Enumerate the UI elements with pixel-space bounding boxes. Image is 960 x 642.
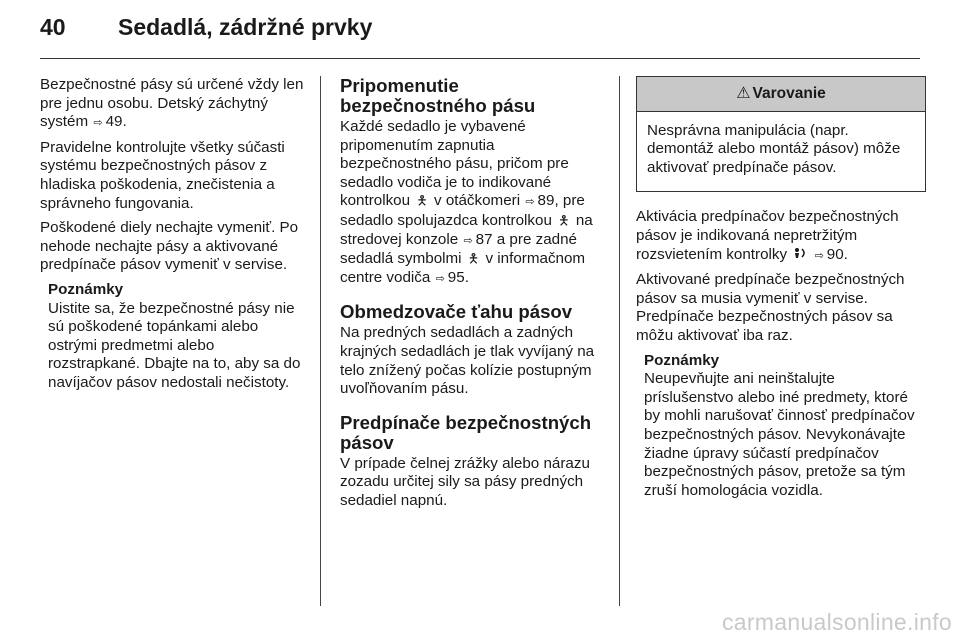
paragraph: Aktivácia predpínačov bezpečnostných pásov je indikovaná nepretržitým rozsvietením kontrolky ⇨ 90. <box>636 208 926 265</box>
paragraph: Aktivované predpínače bezpečnostných pásov sa musia vymeniť v servise. Predpínače bezpečnostných pásov sa môžu aktivovať iba raz. <box>636 271 905 344</box>
column-divider <box>320 76 321 606</box>
page-ref[interactable]: ⇨ 95. <box>435 269 469 286</box>
column-divider <box>619 76 620 606</box>
warning-title: Varovanie <box>752 85 826 102</box>
paragraph: Poškodené diely nechajte vymeniť. Po nehode nechajte pásy a aktivované predpínače pásov vymeniť v servise. <box>40 219 299 274</box>
note-heading: Poznámky <box>644 351 720 369</box>
column-right <box>636 76 926 500</box>
section-heading: Predpínače bezpečnostných pásov <box>340 411 592 453</box>
page-title: Sedadlá, zádržné prvky <box>118 14 373 40</box>
warning-header <box>637 77 925 112</box>
page-ref[interactable]: ⇨ 87 a pre zadné sedadlá symbolmi <box>340 231 577 268</box>
page-ref[interactable]: ⇨ 49. <box>92 113 126 130</box>
note-heading: Poznámky <box>48 280 124 298</box>
seatbelt-icon: 🯅 <box>416 193 428 209</box>
column-left <box>40 76 304 393</box>
note-box <box>48 281 304 393</box>
paragraph: Každé sedadlo je vybavené pripomenutím zapnutia bezpečnostného pásu, pričom pre sedadlo vodiča je to indikované kontrolkou 🯅 v otáčkomeri ⇨ 89, pre sedadlo spolujazdca kontrolkou 🯅 na stredovej konzole ⇨ 87 a pre zadné sedadlá symbolmi 🯅 v informačnom centre vodiča ⇨ 95. <box>340 118 604 288</box>
page-number: 40 <box>40 14 66 40</box>
watermark: carmanualsonline.info <box>721 609 952 635</box>
warning-text: Nesprávna manipulácia (napr. demontáž alebo montáž pásov) môže aktivovať predpínače pásov. <box>647 121 901 176</box>
page-header <box>40 14 372 50</box>
paragraph: V prípade čelnej zrážky alebo nárazu zozadu určitej sily sa pásy predných sedadiel napnú. <box>340 454 590 509</box>
seatbelt-passenger-icon: 🯅 <box>558 212 570 228</box>
warning-icon: ⚠ <box>736 85 751 102</box>
warning-box <box>636 76 926 192</box>
paragraph: Bezpečnostné pásy sú určené vždy len pre jednu osobu. Detský záchytný systém ⇨ 49. <box>40 76 304 133</box>
note-text: Neupevňujte ani neinštalujte príslušenstvo alebo iné predmety, ktoré by mohli narušovať činnosť predpínačov bezpečnostných pásov. Nevykonávajte žiadne úpravy súčastí predpínačov bezpečnostných pásov, pretože sa tým zruší homologácia vozidla. <box>644 370 915 499</box>
page-ref[interactable]: ⇨ 89, pre sedadlo spolujazdca kontrolkou <box>340 192 585 229</box>
page-ref[interactable]: ⇨ 90. <box>814 246 848 263</box>
section-heading: Pripomenutie bezpečnostného pásu <box>340 75 536 116</box>
paragraph: Pravidelne kontrolujte všetky súčasti systému bezpečnostných pásov z hladiska poškodenia, znečistenia a správneho fungovania. <box>40 138 285 212</box>
note-text: Uistite sa, že bezpečnostné pásy nie sú poškodené topánkami alebo ostrými predmetmi alebo rozstrapkané. Dbajte na to, aby sa do navíjačov pásov nedostali nečistoty. <box>48 299 301 391</box>
airbag-indicator-icon <box>793 247 807 262</box>
section-heading: Obmedzovače ťahu pásov <box>340 301 573 323</box>
header-rule <box>40 58 920 59</box>
paragraph: Na predných sedadlách a zadných krajných sedadlách je tlak vyvíjaný na telo znížený počas kolízie postupným uvoľňovaním pásu. <box>340 324 595 398</box>
column-middle <box>340 76 604 517</box>
seatbelt-rear-icon: 🯅 <box>467 251 480 267</box>
note-box <box>644 352 926 501</box>
